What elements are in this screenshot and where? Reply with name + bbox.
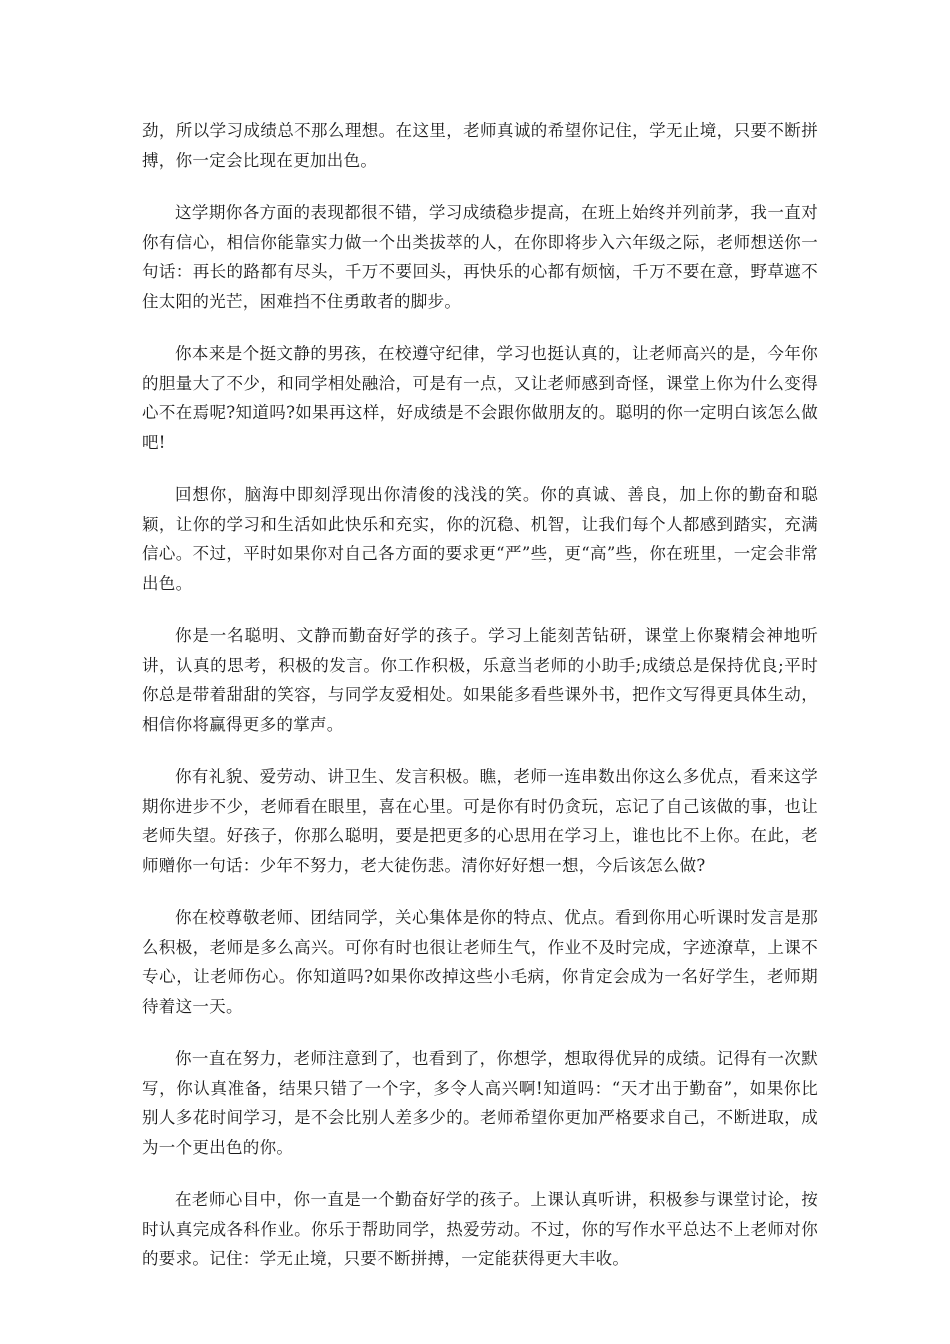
paragraph-3: 你本来是个挺文静的男孩，在校遵守纪律，学习也挺认真的，让老师高兴的是，今年你的胆量大了不少，和同学相处融洽，可是有一点，又让老师感到奇怪，课堂上你为什么变得心不在焉呢?知道吗?如果再这样，好成绩是不会跟你做朋友的。聪明的你一定明白该怎么做吧! [142,344,818,452]
paragraph-5: 你是一名聪明、文静而勤奋好学的孩子。学习上能刻苦钻研，课堂上你聚精会神地听讲，认真的思考，积极的发言。你工作积极，乐意当老师的小助手;成绩总是保持优良;平时你总是带着甜甜的笑容，与同学友爱相处。如果能多看些课外书，把作文写得更具体生动，相信你将赢得更多的掌声。 [142,626,818,734]
paragraph-2: 这学期你各方面的表现都很不错，学习成绩稳步提高，在班上始终并列前茅，我一直对你有信心，相信你能靠实力做一个出类拔萃的人，在你即将步入六年级之际，老师想送你一句话：再长的路都有尽头，千万不要回头，再快乐的心都有烦恼，千万不要在意，野草遮不住太阳的光芒，困难挡不住勇敢者的脚步。 [142,203,818,311]
paragraph-7: 你在校尊敬老师、团结同学，关心集体是你的特点、优点。看到你用心听课时发言是那么积极，老师是多么高兴。可你有时也很让老师生气，作业不及时完成，字迹潦草，上课不专心，让老师伤心。你知道吗?如果你改掉这些小毛病，你肯定会成为一名好学生，老师期待着这一天。 [142,908,818,1016]
paragraph-8: 你一直在努力，老师注意到了，也看到了，你想学，想取得优异的成绩。记得有一次默写，你认真准备，结果只错了一个字，多令人高兴啊!知道吗：“天才出于勤奋”，如果你比别人多花时间学习，是不会比别人差多少的。老师希望你更加严格要求自己，不断进取，成为一个更出色的你。 [142,1049,818,1157]
paragraph-4: 回想你，脑海中即刻浮现出你清俊的浅浅的笑。你的真诚、善良，加上你的勤奋和聪颖，让你的学习和生活如此快乐和充实，你的沉稳、机智，让我们每个人都感到踏实，充满信心。不过，平时如果你对自己各方面的要求更“严”些，更“高”些，你在班里，一定会非常出色。 [142,485,818,593]
document-body [142,116,818,1297]
paragraph-1: 劲，所以学习成绩总不那么理想。在这里，老师真诚的希望你记住，学无止境，只要不断拼搏，你一定会比现在更加出色。 [142,121,818,170]
paragraph-9: 在老师心目中，你一直是一个勤奋好学的孩子。上课认真听讲，积极参与课堂讨论，按时认真完成各科作业。你乐于帮助同学，热爱劳动。不过，你的写作水平总达不上老师对你的要求。记住：学无止境，只要不断拼搏，一定能获得更大丰收。 [142,1190,818,1268]
paragraph-6: 你有礼貌、爱劳动、讲卫生、发言积极。瞧，老师一连串数出你这么多优点，看来这学期你进步不少，老师看在眼里，喜在心里。可是你有时仍贪玩，忘记了自己该做的事，也让老师失望。好孩子，你那么聪明，要是把更多的心思用在学习上，谁也比不上你。在此，老师赠你一句话：少年不努力，老大徒伤悲。清你好好想一想，今后该怎么做? [142,767,818,875]
